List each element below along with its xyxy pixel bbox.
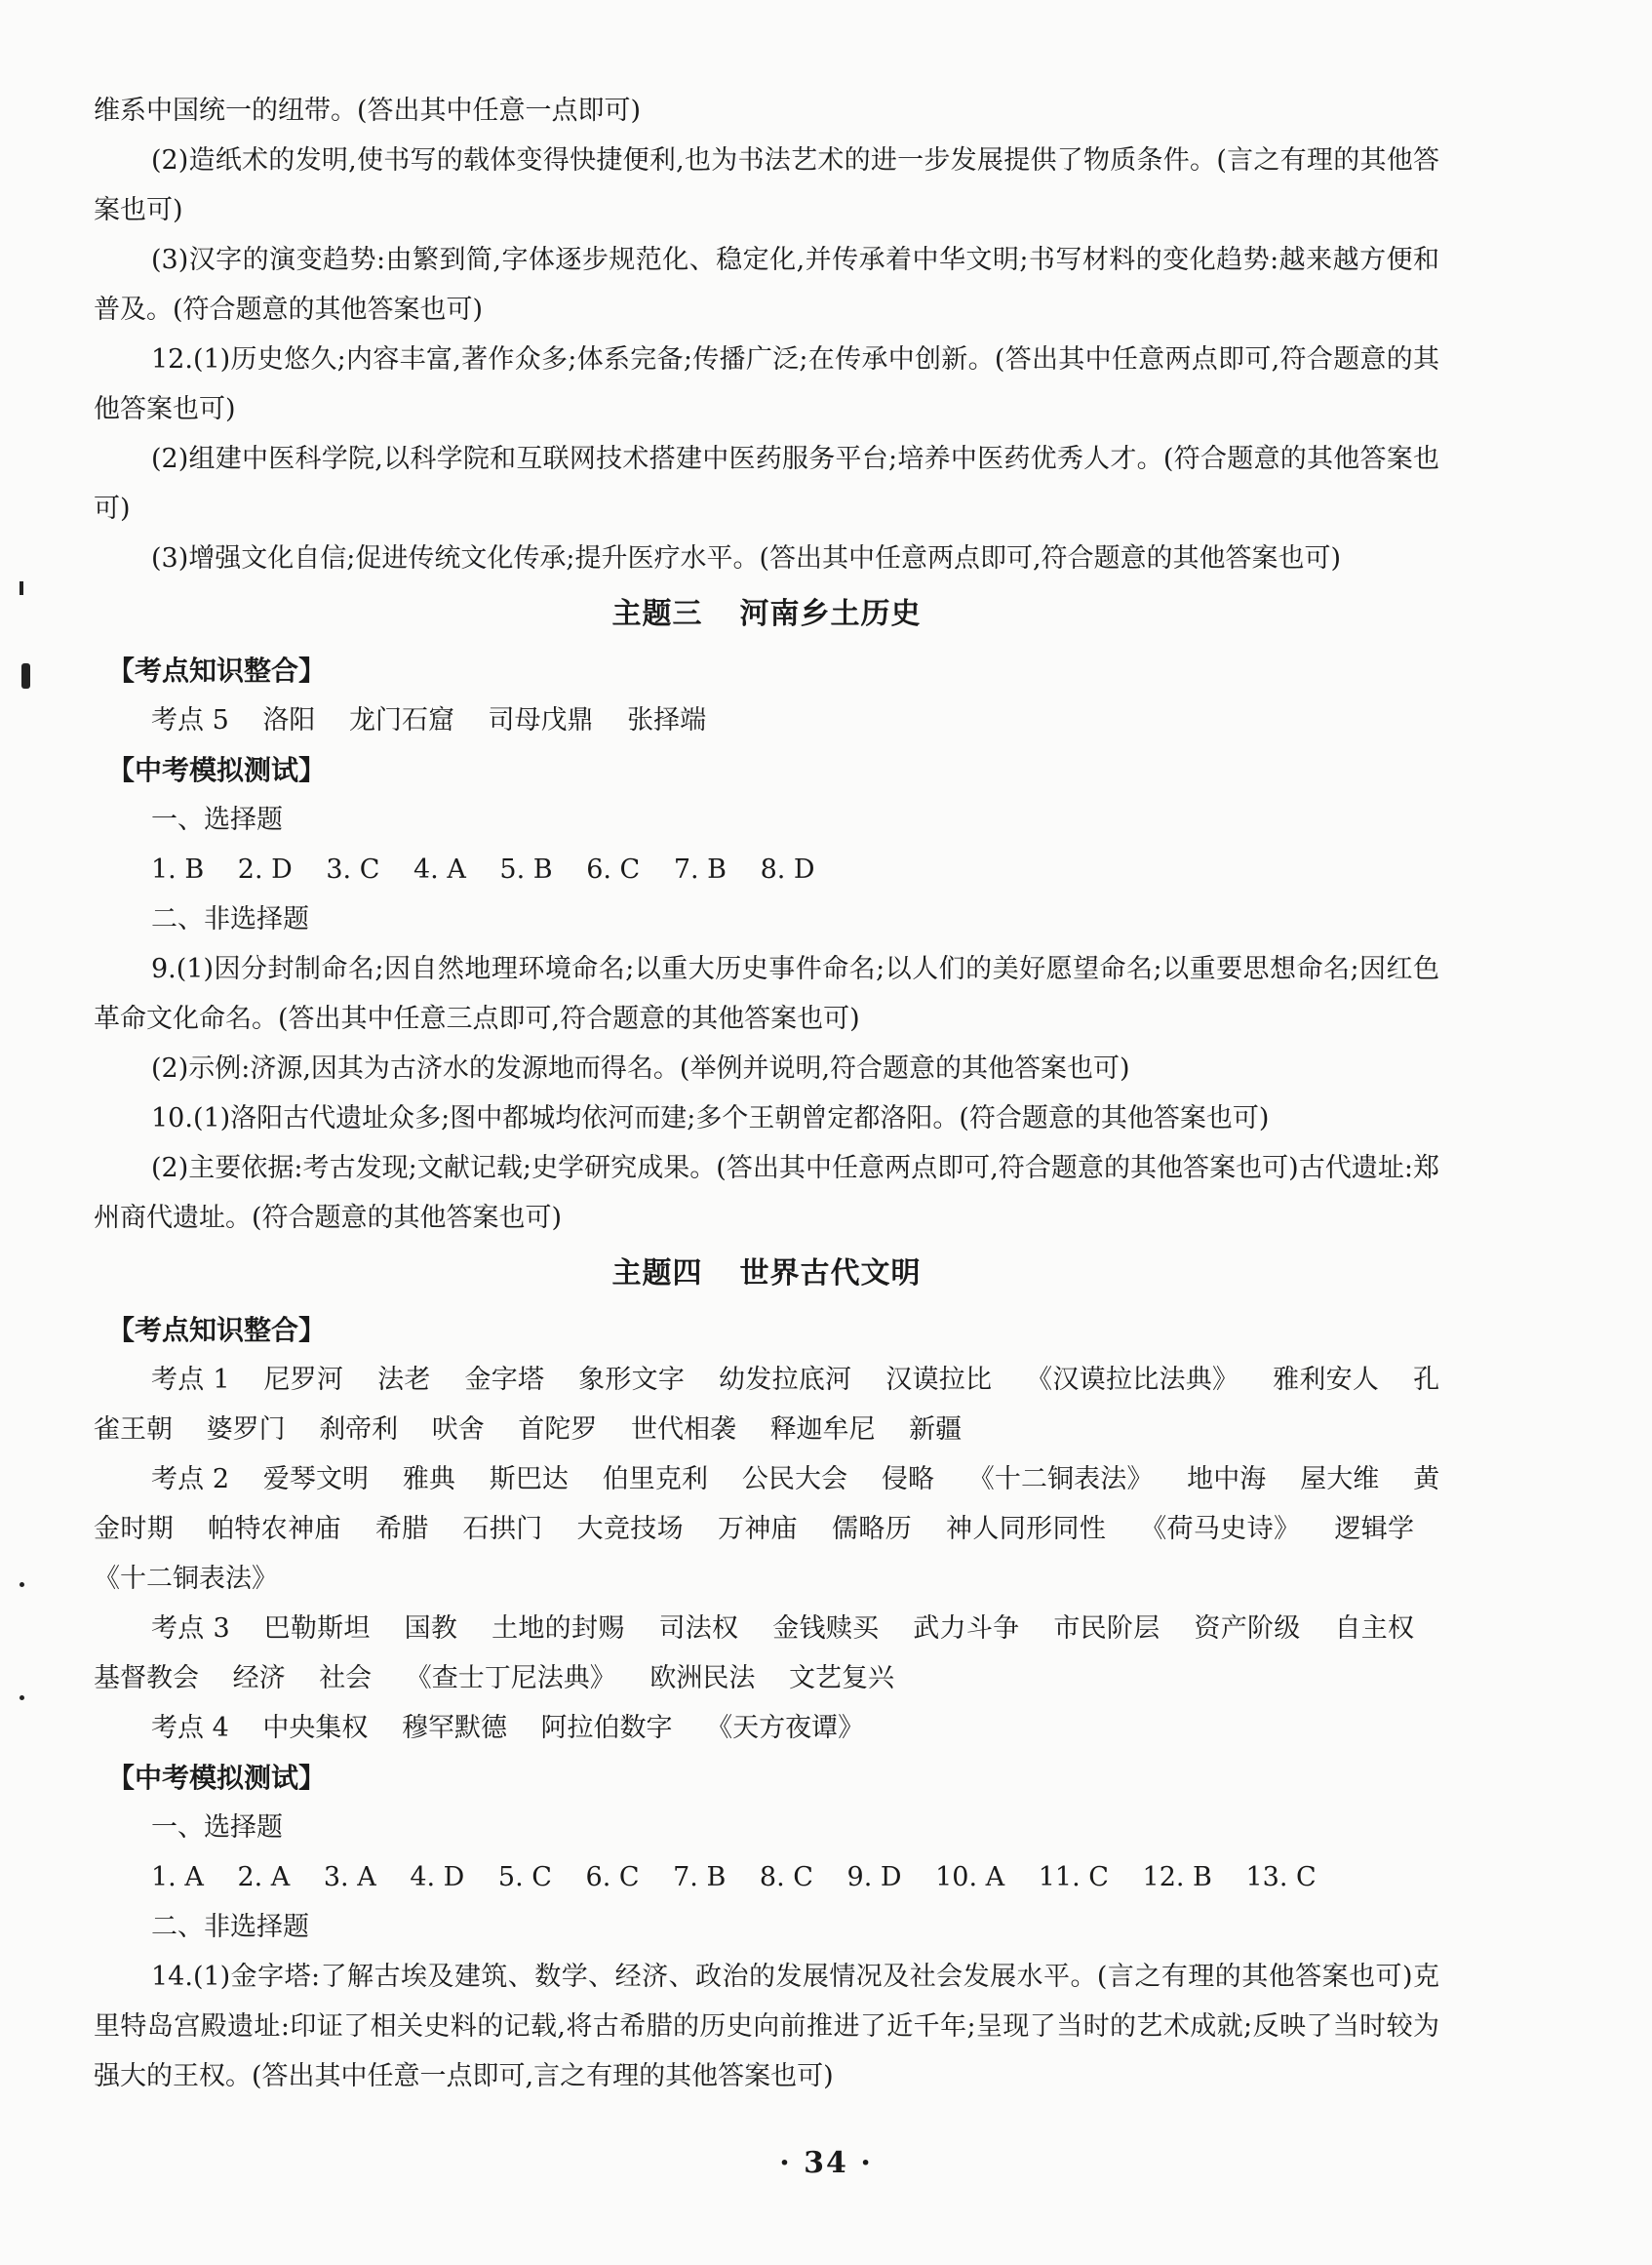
kd-label: 考点 3 bbox=[151, 1613, 230, 1644]
answer: 4. A bbox=[413, 854, 466, 885]
nonchoice-heading: 二、非选择题 bbox=[151, 904, 309, 934]
term: 自主权 bbox=[1334, 1613, 1415, 1644]
term: 土地的封赐 bbox=[492, 1613, 625, 1644]
term: 万神庙 bbox=[717, 1514, 799, 1544]
answer: 5. B bbox=[499, 854, 553, 885]
term: 经济 bbox=[232, 1663, 286, 1693]
text-paragraph: (2)组建中医科学院,以科学院和互联网技术搭建中医药服务平台;培养中医药优秀人才。(符合题意的其他答案也可) bbox=[94, 444, 1439, 524]
page-number: · 34 · bbox=[779, 2146, 873, 2180]
term: 大竞技场 bbox=[576, 1514, 684, 1544]
theme4-title: 世界古代文明 bbox=[739, 1256, 922, 1291]
answer: 7. B bbox=[673, 1862, 727, 1892]
term: 神人同形同性 bbox=[946, 1514, 1107, 1544]
text-paragraph: (3)增强文化自信;促进传统文化传承;提升医疗水平。(答出其中任意两点即可,符合题意的其他答案也可) bbox=[151, 543, 1342, 574]
term: 刹帝利 bbox=[319, 1414, 399, 1445]
text-paragraph: (2)造纸术的发明,使书写的载体变得快捷便利,也为书法艺术的进一步发展提供了物质条件。(言之有理的其他答案也可) bbox=[94, 145, 1439, 225]
kd2-terms bbox=[94, 1454, 1439, 1604]
section-knowledge: 【考点知识整合】 bbox=[107, 1314, 327, 1346]
term: 斯巴达 bbox=[489, 1464, 570, 1494]
term: 阿拉伯数字 bbox=[540, 1713, 673, 1743]
term: 新疆 bbox=[909, 1414, 963, 1445]
answer: 6. C bbox=[585, 1862, 640, 1892]
term: 释迦牟尼 bbox=[769, 1414, 876, 1445]
text-paragraph: 9.(1)因分封制命名;因自然地理环境命名;以重大历史事件命名;以人们的美好愿望命名;以重要思想命名;因红色革命文化命名。(答出其中任意三点即可,符合题意的其他答案也可) bbox=[94, 954, 1439, 1034]
term: 武力斗争 bbox=[913, 1613, 1020, 1644]
answer: 6. C bbox=[586, 854, 641, 885]
kd3-terms bbox=[94, 1604, 1439, 1703]
term: 司法权 bbox=[658, 1613, 739, 1644]
term: 《查士丁尼法典》 bbox=[405, 1663, 616, 1693]
term: 洛阳 bbox=[262, 705, 316, 735]
term: 世代相袭 bbox=[630, 1414, 736, 1445]
term: 市民阶层 bbox=[1053, 1613, 1160, 1644]
term: 逻辑学 bbox=[1334, 1514, 1415, 1544]
term: 龙门石窟 bbox=[348, 705, 454, 735]
scan-speck bbox=[20, 1695, 24, 1700]
answer: 13. C bbox=[1245, 1862, 1317, 1892]
term: 欧洲民法 bbox=[649, 1663, 756, 1693]
term: 婆罗门 bbox=[206, 1414, 286, 1445]
term: 《荷马史诗》 bbox=[1140, 1514, 1301, 1544]
answer: 8. C bbox=[759, 1862, 813, 1892]
choice-answers bbox=[94, 845, 1439, 894]
kd4-terms bbox=[94, 1703, 1439, 1753]
term: 爱琴文明 bbox=[262, 1464, 370, 1494]
text-paragraph: (2)示例:济源,因其为古济水的发源地而得名。(举例并说明,符合题意的其他答案也可) bbox=[151, 1053, 1130, 1084]
answer: 10. A bbox=[935, 1862, 1005, 1892]
term: 地中海 bbox=[1187, 1464, 1267, 1494]
kd1-terms bbox=[94, 1355, 1439, 1454]
choice-heading: 一、选择题 bbox=[151, 805, 283, 835]
answer: 9. D bbox=[846, 1862, 902, 1892]
term: 幼发拉底河 bbox=[719, 1365, 852, 1395]
term: 社会 bbox=[319, 1663, 373, 1693]
term: 《汉谟拉比法典》 bbox=[1026, 1365, 1239, 1395]
scan-speck bbox=[20, 581, 23, 595]
term: 希腊 bbox=[374, 1514, 429, 1544]
kd-label: 考点 2 bbox=[151, 1464, 230, 1494]
answer: 12. B bbox=[1142, 1862, 1212, 1892]
term: 雅利安人 bbox=[1273, 1365, 1380, 1395]
term: 帕特农神庙 bbox=[208, 1514, 341, 1544]
term: 吠舍 bbox=[431, 1414, 485, 1445]
answer: 3. A bbox=[323, 1862, 376, 1892]
term: 文艺复兴 bbox=[788, 1663, 894, 1693]
text-paragraph: 12.(1)历史悠久;内容丰富,著作众多;体系完备;传播广泛;在传承中创新。(答出其中任意两点即可,符合题意的其他答案也可) bbox=[94, 344, 1439, 424]
term: 孔雀王朝 bbox=[94, 1365, 1440, 1445]
term: 雅典 bbox=[402, 1464, 456, 1494]
term: 巴勒斯坦 bbox=[263, 1613, 371, 1644]
term: 《天方夜谭》 bbox=[706, 1713, 865, 1743]
answer: 5. C bbox=[497, 1862, 552, 1892]
term: 《十二铜表法》 bbox=[94, 1564, 278, 1594]
answer: 1. B bbox=[151, 854, 205, 885]
scan-speck bbox=[20, 1582, 24, 1587]
answer: 2. A bbox=[237, 1862, 291, 1892]
answer: 11. C bbox=[1038, 1862, 1109, 1892]
scan-speck bbox=[21, 663, 30, 689]
term: 资产阶级 bbox=[1194, 1613, 1301, 1644]
answer: 4. D bbox=[410, 1862, 465, 1892]
nonchoice-heading: 二、非选择题 bbox=[151, 1912, 309, 1942]
term: 象形文字 bbox=[578, 1365, 686, 1395]
term: 穆罕默德 bbox=[401, 1713, 507, 1743]
term: 伯里克利 bbox=[602, 1464, 709, 1494]
choice-answers bbox=[94, 1852, 1439, 1902]
term: 金字塔 bbox=[464, 1365, 545, 1395]
kd-label: 考点 1 bbox=[151, 1365, 230, 1395]
kd-label: 考点 4 bbox=[151, 1713, 229, 1743]
text-paragraph: (3)汉字的演变趋势:由繁到简,字体逐步规范化、稳定化,并传承着中华文明;书写材料的变化趋势:越来越方便和普及。(符合题意的其他答案也可) bbox=[94, 245, 1439, 325]
answer: 3. C bbox=[326, 854, 380, 885]
theme3-number: 主题三 bbox=[611, 597, 703, 631]
term: 屋大维 bbox=[1300, 1464, 1380, 1494]
text-line: 维系中国统一的纽带。(答出其中任意一点即可) bbox=[94, 96, 642, 126]
term: 张择端 bbox=[627, 705, 707, 735]
term: 首陀罗 bbox=[518, 1414, 598, 1445]
answer: 2. D bbox=[237, 854, 293, 885]
theme3-heading bbox=[94, 587, 1439, 642]
kd-label: 考点 5 bbox=[151, 705, 229, 735]
section-knowledge: 【考点知识整合】 bbox=[107, 655, 327, 687]
term: 司母戊鼎 bbox=[488, 705, 594, 735]
term: 儒略历 bbox=[832, 1514, 913, 1544]
theme3-title: 河南乡土历史 bbox=[739, 597, 922, 631]
text-paragraph: 14.(1)金字塔:了解古埃及建筑、数学、经济、政治的发展情况及社会发展水平。(言之有理的其他答案也可)克里特岛宫殿遗址:印证了相关史料的记载,将古希腊的历史向前推进了近千年;呈现了当时的艺术成就;反映了当时较为强大的王权。(答出其中任意一点即可,言之有理的其他答案也可) bbox=[94, 1962, 1439, 2091]
term: 黄金时期 bbox=[94, 1464, 1440, 1544]
term: 石拱门 bbox=[462, 1514, 543, 1544]
term: 《十二铜表法》 bbox=[967, 1464, 1154, 1494]
answer: 7. B bbox=[673, 854, 727, 885]
theme4-heading bbox=[94, 1247, 1439, 1301]
text-paragraph: (2)主要依据:考古发现;文献记载;史学研究成果。(答出其中任意两点即可,符合题意的其他答案也可)古代遗址:郑州商代遗址。(符合题意的其他答案也可) bbox=[94, 1153, 1439, 1233]
term: 汉谟拉比 bbox=[885, 1365, 993, 1395]
term: 基督教会 bbox=[94, 1663, 199, 1693]
kd5-terms bbox=[94, 695, 1439, 745]
term: 侵略 bbox=[881, 1464, 935, 1494]
term: 尼罗河 bbox=[263, 1365, 344, 1395]
section-mock-test: 【中考模拟测试】 bbox=[107, 1762, 327, 1794]
term: 公民大会 bbox=[741, 1464, 848, 1494]
term: 法老 bbox=[377, 1365, 431, 1395]
theme4-number: 主题四 bbox=[611, 1256, 703, 1291]
term: 金钱赎买 bbox=[772, 1613, 880, 1644]
term: 国教 bbox=[404, 1613, 458, 1644]
answer-content bbox=[94, 86, 1439, 2101]
choice-heading: 一、选择题 bbox=[151, 1812, 283, 1843]
text-paragraph: 10.(1)洛阳古代遗址众多;图中都城均依河而建;多个王朝曾定都洛阳。(符合题意的其他答案也可) bbox=[151, 1103, 1270, 1133]
term: 中央集权 bbox=[262, 1713, 369, 1743]
answer: 1. A bbox=[151, 1862, 204, 1892]
answer: 8. D bbox=[760, 854, 815, 885]
section-mock-test: 【中考模拟测试】 bbox=[107, 754, 327, 786]
